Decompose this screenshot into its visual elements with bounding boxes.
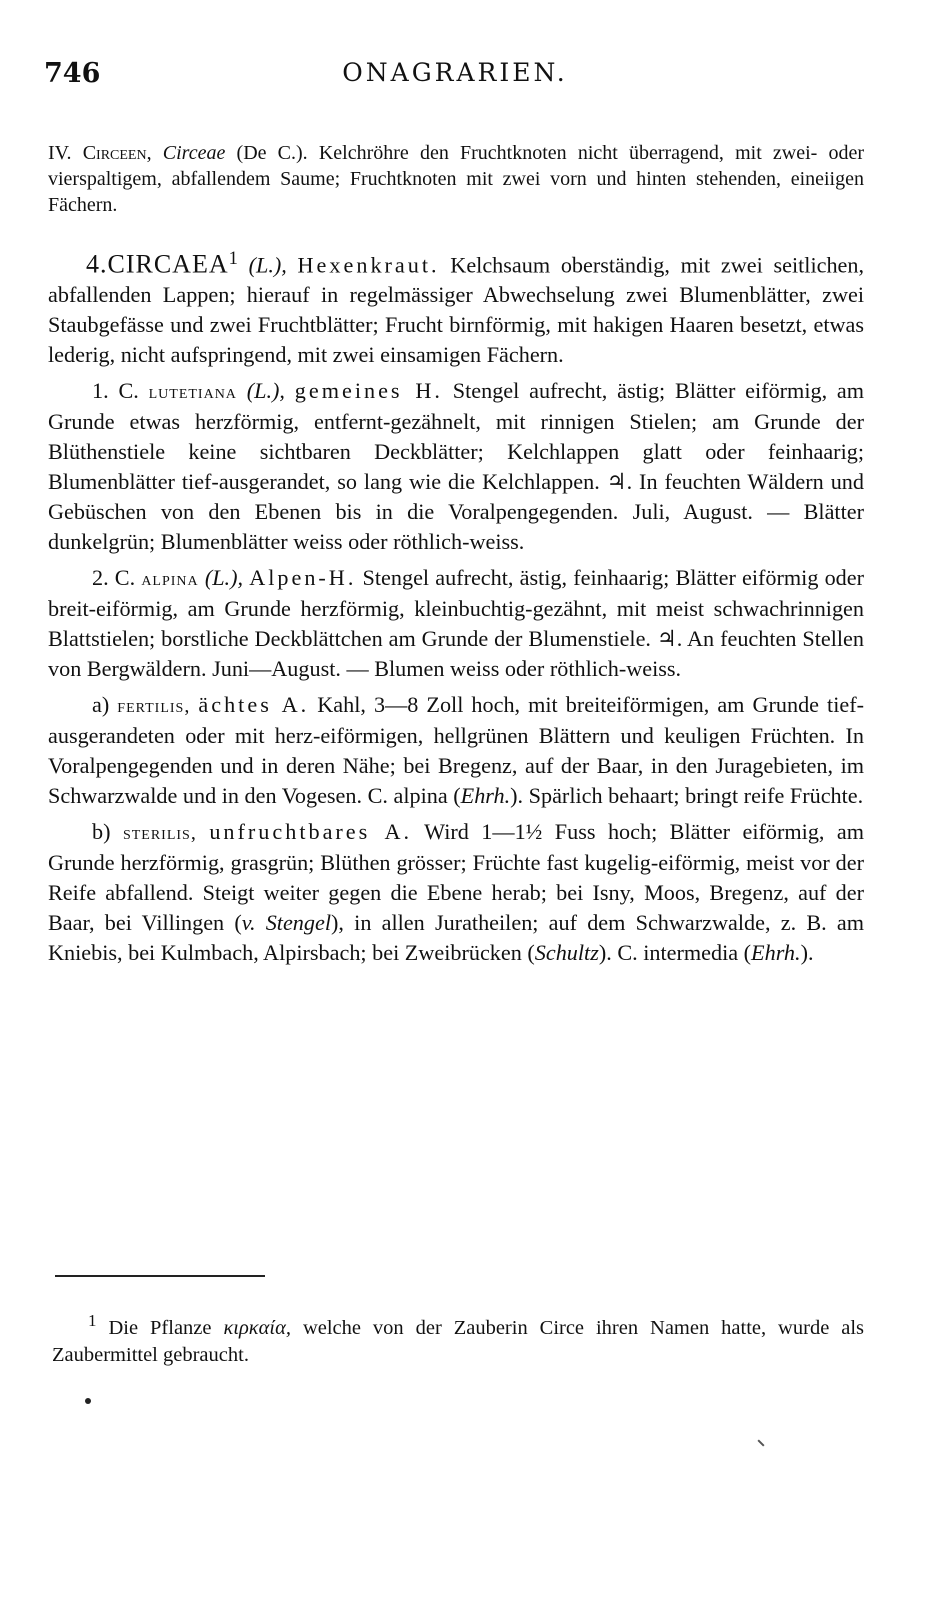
species-number: 1. C.	[92, 378, 139, 404]
footnote	[52, 1307, 864, 1369]
variety-description: Kahl, 3—8 Zoll hoch, mit breiteiförmigen, am Grunde tief-ausgerandeten oder mit herz-eiförmigen, hellgrünen Blättern und keuligen Früchten. In Voralpengegenden und in deren Nähe; bei Bregenz, auf der Baar, in den Juragebieten, im Schwarzwalde und in den Vogesen. C. alpina (	[48, 692, 865, 809]
footnote-greek-word: κιρκαία,	[223, 1316, 291, 1339]
variety-description-mid: ), in allen Juratheilen; auf dem Schwarzwalde, z. B. am Kniebis, bei Kulmbach, Alpirsbach; bei Zweibrücken (	[48, 910, 864, 966]
variety-citation: Schultz	[534, 940, 599, 966]
variety-label: b)	[92, 819, 111, 845]
species-description: Stengel aufrecht, ästig; Blätter eiförmig, am Grunde etwas herzförmig, entfernt-gezähnelt, mit rinnigen Stielen; am Grunde der Blüthenstiele keine sichtbaren Deckblätter; Kelchlappen glatt oder feinhaarig; Blumenblätter tief-ausgerandet, so lang wie die Kelchlappen. ♃. In feuchten Wäldern und Gebüschen von den Ebenen bis in die Voralpengegenden. Juli, August. — Blätter dunkelgrün; Blumenblätter weiss oder röthlich-weiss.	[48, 378, 865, 555]
variety-description-end: ).	[800, 940, 814, 966]
variety-common-name: unfruchtbares A.	[209, 819, 413, 845]
species-authority: (L.),	[246, 378, 285, 404]
ink-mark	[757, 1439, 764, 1446]
variety-description-mid: ). C. intermedia (	[598, 940, 752, 966]
variety-name: fertilis,	[117, 695, 191, 718]
species-number: 2. C.	[92, 565, 136, 591]
footnote-divider	[55, 1275, 265, 1277]
genus-number: 4.	[86, 249, 108, 279]
section-numeral: IV.	[48, 142, 72, 164]
variety-entry	[48, 817, 864, 968]
genus-authority: (L.),	[248, 252, 287, 278]
footnote-reference: 1	[228, 249, 238, 269]
footnote-text: Die Pflanze	[108, 1316, 212, 1339]
genus-paragraph	[48, 244, 864, 370]
section-authority: (De C.).	[236, 142, 308, 164]
species-name: lutetiana	[148, 381, 237, 404]
variety-common-name: ächtes A.	[198, 692, 310, 718]
section-latin-name: Circeae	[162, 142, 226, 164]
variety-entry	[48, 690, 864, 811]
species-name: alpina	[141, 568, 199, 591]
variety-citation: Ehrh.	[460, 783, 511, 809]
footnote-text-end: welche von der Zauberin Circe ihren Namen hatte, wurde als Zaubermittel gebraucht.	[52, 1316, 864, 1366]
footnote-marker: 1	[88, 1311, 97, 1330]
species-entry	[48, 376, 864, 557]
ink-speck	[85, 1398, 91, 1404]
species-authority: (L.),	[204, 565, 244, 591]
genus-name: CIRCAEA	[107, 249, 229, 279]
species-common-name: gemeines H.	[294, 378, 443, 404]
species-common-name: Alpen-H.	[249, 565, 357, 591]
genus-common-name: Hexenkraut.	[297, 252, 440, 278]
running-head: ONAGRARIEN.	[342, 58, 568, 87]
variety-description-end: ). Spärlich behaart; bringt reife Früchte.	[510, 783, 864, 809]
footnote-paragraph	[52, 1307, 864, 1369]
main-text	[48, 140, 864, 974]
section-description: Kelchröhre den Fruchtknoten nicht überragend, mit zwei- oder vierspaltigem, abfallendem Saume; Fruchtknoten mit zwei vorn und hinten stehenden, eineiigen Fächern.	[48, 142, 865, 216]
species-entry	[48, 563, 864, 684]
page-number: 746	[44, 58, 101, 89]
genus-description: Kelchsaum oberständig, mit zwei seitlichen, abfallenden Lappen; hierauf in regelmässiger Abwechselung zwei Blumenblätter, zwei Staubgefässe und zwei Fruchtblätter; Frucht birnförmig, mit hakigen Haaren besetzt, etwas lederig, nicht aufspringend, mit zwei einsamigen Fächern.	[48, 252, 865, 368]
variety-citation: v. Stengel	[241, 910, 332, 936]
variety-description: Wird 1—1½ Fuss hoch; Blätter eiförmig, am Grunde herzförmig, grasgrün; Blüthen grösser; Früchte fast kugelig-eiförmig, meist vor der Reife abfallend. Steigt weiter gegen die Ebene herab; bei Isny, Moos, Bregenz, auf der Baar, bei Villingen (	[48, 819, 865, 936]
variety-citation: Ehrh.	[751, 940, 801, 966]
page-header	[44, 58, 866, 92]
species-description: Stengel aufrecht, ästig, feinhaarig; Blätter eiförmig oder breit-eiförmig, am Grunde herzförmig, kleinbuchtig-gezähnt, mit meist schwachrinnigen Blattstielen; borstliche Deckblättchen am Grunde der Blumenstiele. ♃. An feuchten Stellen von Bergwäldern. Juni—August. — Blumen weiss oder röthlich-weiss.	[48, 565, 864, 682]
variety-name: sterilis,	[122, 822, 197, 845]
section-name: Circeen,	[82, 142, 152, 164]
variety-label: a)	[92, 692, 110, 718]
section-iv-paragraph	[48, 140, 864, 218]
